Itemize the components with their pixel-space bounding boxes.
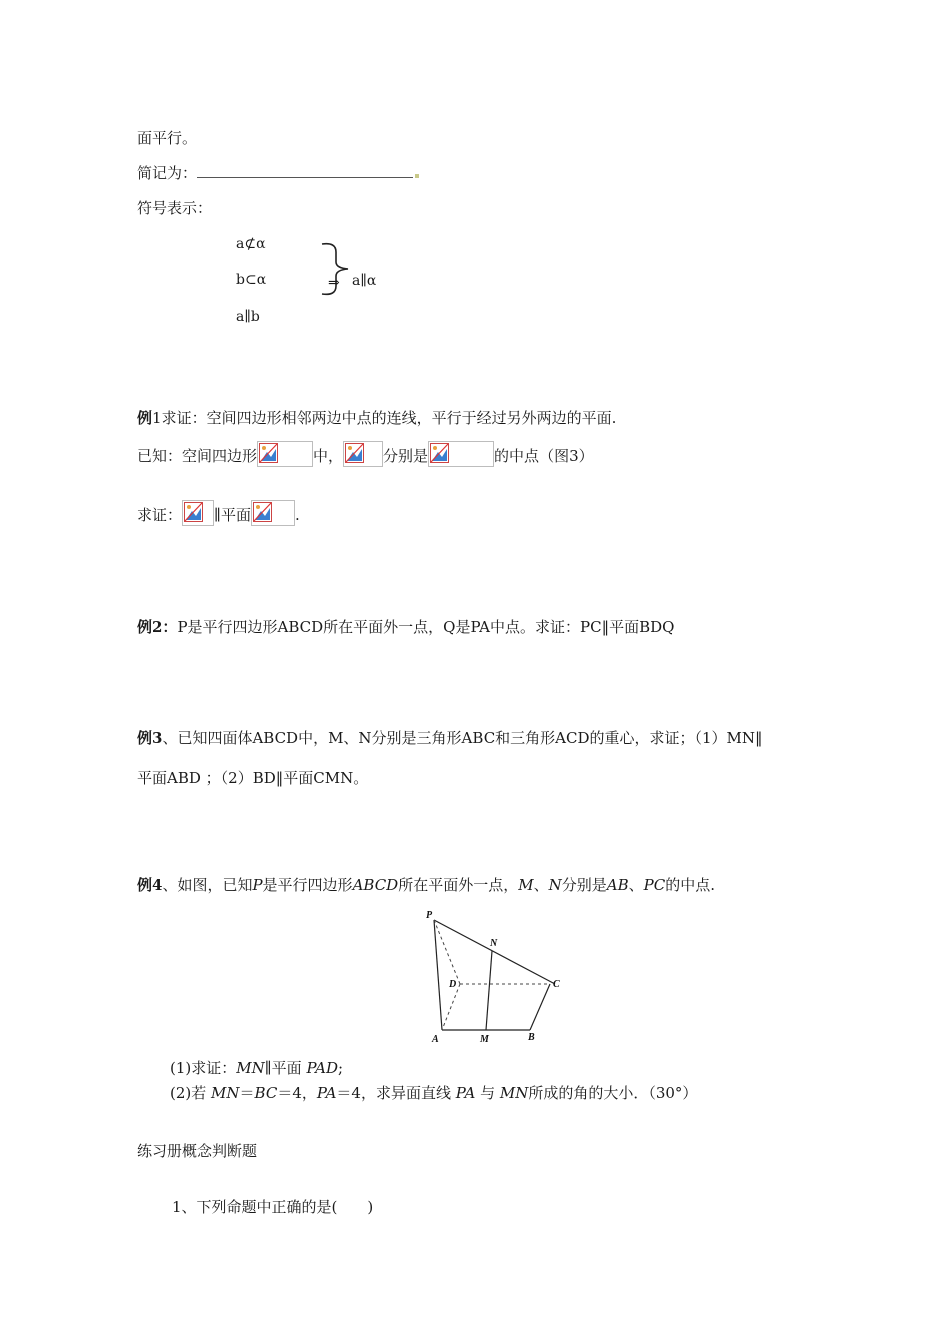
- broken-image-icon: [430, 443, 449, 463]
- image-placeholder[interactable]: [257, 441, 313, 467]
- var-m: M: [518, 876, 534, 894]
- intro-line: 面平行。: [137, 129, 198, 147]
- given-prefix: 已知：空间四边形: [137, 447, 258, 465]
- text: 、如图，已知: [162, 876, 253, 894]
- text: ＝4，求异面直线: [336, 1084, 456, 1102]
- fill-in-blank[interactable]: [197, 163, 413, 178]
- image-placeholder[interactable]: [343, 441, 383, 467]
- pyramid-figure: [420, 906, 570, 1046]
- text: ＝: [239, 1084, 255, 1102]
- text: ∥平面: [264, 1059, 307, 1077]
- example-4-statement: [137, 875, 715, 895]
- practice-question-1: 1、下列命题中正确的是( ): [172, 1198, 374, 1216]
- text: 所成的角的大小．（30°）: [528, 1084, 698, 1102]
- example-1-prove: [137, 505, 300, 526]
- example-1-number: 1: [152, 409, 162, 427]
- text: 是平行四边形: [262, 876, 353, 894]
- example-3-text: 、已知四面体ABCD中，M、N分别是三角形ABC和三角形ACD的重心，求证；（1）MN‖: [162, 729, 763, 747]
- conclusion: a∥α: [352, 273, 377, 289]
- example-1-text: 求证：空间四边形相邻两边中点的连线，平行于经过另外两边的平面.: [161, 409, 617, 427]
- text: 所在平面外一点，: [398, 876, 519, 894]
- condition-1: a⊄α: [236, 236, 266, 252]
- practice-heading: 练习册概念判断题: [137, 1142, 258, 1160]
- label-n: N: [490, 938, 498, 949]
- label-a: A: [432, 1034, 439, 1045]
- symbol-label: 符号表示：: [137, 199, 213, 217]
- example-2-label: 例2：: [137, 618, 178, 636]
- text: 与: [475, 1084, 500, 1102]
- text: (2)若: [170, 1084, 212, 1102]
- text: ＝4，: [277, 1084, 317, 1102]
- prove-prefix: 求证：: [137, 506, 183, 524]
- image-placeholder[interactable]: [428, 441, 494, 467]
- var-pad: PAD: [306, 1059, 339, 1077]
- segment-mn: [486, 951, 492, 1030]
- example-3-line-2: 平面ABD ；（2）BD‖平面CMN。: [137, 769, 369, 787]
- var-pc: PC: [643, 876, 666, 894]
- edit-mark: [415, 174, 419, 178]
- var-ab: AB: [606, 876, 629, 894]
- text: 、: [628, 876, 644, 894]
- var-mn: MN: [211, 1084, 240, 1102]
- label-p: P: [426, 910, 433, 921]
- text: 的中点.: [665, 876, 715, 894]
- given-suffix: 的中点: [494, 447, 540, 465]
- label-c: C: [553, 979, 560, 990]
- example-3-label: 例3: [137, 729, 163, 747]
- example-3-line-1: [137, 728, 763, 748]
- text: (1)求证：: [170, 1059, 237, 1077]
- given-mid-2: 分别是: [383, 447, 429, 465]
- example-4-question-2: [170, 1083, 697, 1103]
- var-n: N: [548, 876, 562, 894]
- var-pa: PA: [455, 1084, 476, 1102]
- text: 分别是: [561, 876, 607, 894]
- prove-suffix: .: [294, 506, 300, 524]
- label-d: D: [449, 979, 457, 990]
- broken-image-icon: [345, 443, 364, 463]
- example-1-statement: [137, 408, 616, 428]
- label-b: B: [528, 1032, 535, 1043]
- edge-pc: [434, 920, 555, 984]
- broken-image-icon: [184, 502, 203, 522]
- condition-3: a∥b: [236, 309, 260, 325]
- edge-bc: [530, 984, 550, 1030]
- broken-image-icon: [253, 502, 272, 522]
- implies-symbol: ⇒: [328, 275, 340, 291]
- example-4-label: 例4: [137, 876, 163, 894]
- shorthand-row: [137, 163, 419, 183]
- shorthand-label: 简记为：: [137, 164, 198, 182]
- label-m: M: [480, 1034, 489, 1045]
- broken-image-icon: [259, 443, 278, 463]
- var-mn: MN: [499, 1084, 529, 1102]
- image-placeholder[interactable]: [251, 500, 295, 526]
- prove-mid: ∥平面: [214, 506, 251, 524]
- var-bc: BC: [254, 1084, 278, 1102]
- condition-2: b⊂α: [236, 272, 267, 288]
- var-mn: MN: [236, 1059, 265, 1077]
- text: 、: [533, 876, 549, 894]
- text: ;: [338, 1059, 344, 1077]
- example-1-label: 例: [137, 409, 153, 427]
- edge-da-hidden: [442, 984, 460, 1030]
- var-pa: PA: [316, 1084, 337, 1102]
- image-placeholder[interactable]: [182, 500, 214, 526]
- example-2: [137, 617, 674, 637]
- example-1-given: [137, 446, 594, 467]
- var-abcd: ABCD: [352, 876, 399, 894]
- var-p: P: [252, 876, 263, 894]
- example-4-question-1: [170, 1058, 343, 1078]
- figure-reference: （图3）: [539, 447, 594, 465]
- example-2-text: P是平行四边形ABCD所在平面外一点，Q是PA中点。求证：PC‖平面BDQ: [177, 618, 675, 636]
- edge-pa: [434, 920, 442, 1030]
- given-mid-1: 中，: [313, 447, 344, 465]
